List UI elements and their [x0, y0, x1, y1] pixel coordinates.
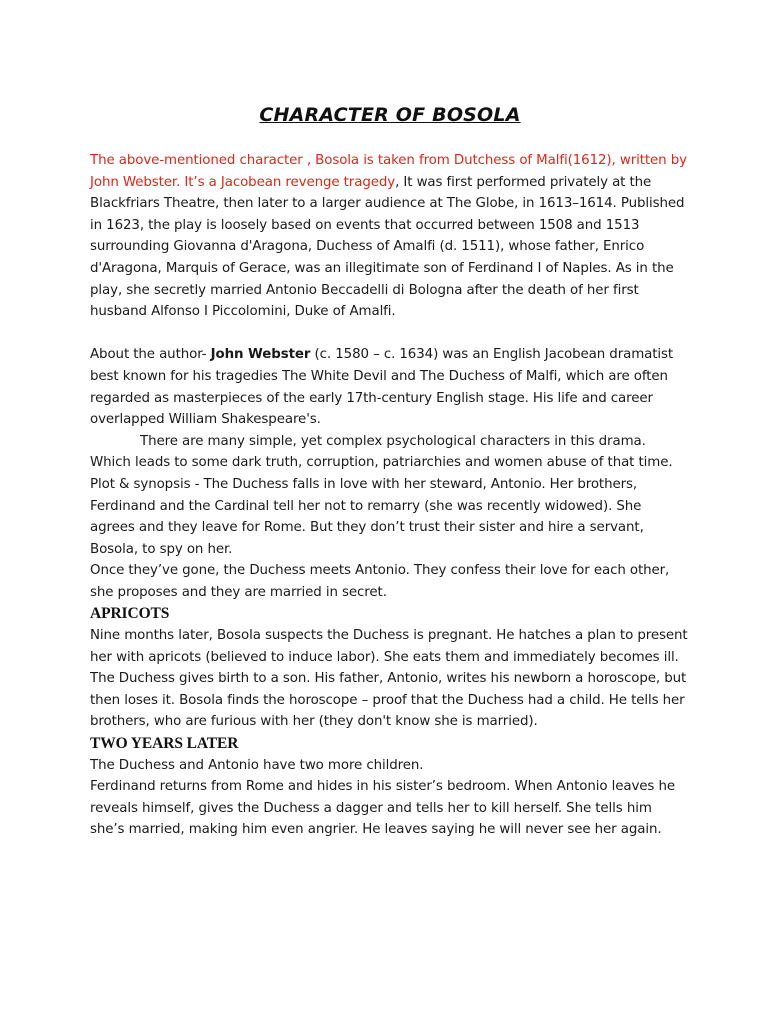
intro-text: , It was first performed privately at the Blackfriars Theatre, then later to a larger audience at The Globe, in 1613–1614. Published in 1623, the play is loosely based on events that occurred between 1508 and 1513 surrounding Giovanna d'Aragona, Duchess of Amalfi (d. 1511), whose father, Enrico d'Aragona, Marquis of Gerace, was an illegitimate son of Ferdinand I of Naples. As in the play, she secretly married Antonio Beccadelli di Bologna after the death of her first husband Alfonso I Piccolomini, Duke of Amalfi. [90, 174, 685, 320]
plot-paragraph: Plot & synopsis - The Duchess falls in love with her steward, Antonio. Her brothers, Ferdinand and the Cardinal tell her not to remarry (she was recently widowed). She agrees and they leave for Rome. But they don’t trust their sister and hire a servant, Bosola, to spy on her. [90, 476, 644, 557]
characters-paragraph: There are many simple, yet complex psychological characters in this drama. Which leads to some dark truth, corruption, patriarchies and women abuse of that time. [90, 433, 673, 471]
heading-apricots: APRICOTS [90, 605, 170, 623]
document-body [90, 150, 690, 841]
author-paragraph [90, 344, 690, 430]
heading-two-years-later: TWO YEARS LATER [90, 735, 239, 753]
document-page [90, 0, 690, 1024]
author-text: (c. 1580 – c. 1634) was an English Jacobean dramatist best known for his tragedies The White Devil and The Duchess of Malfi, which are often regarded as masterpieces of the early 17th-century English stage. His life and career overlapped William Shakespeare's. [90, 347, 674, 428]
apricots-paragraph-1: Nine months later, Bosola suspects the Duchess is pregnant. He hatches a plan to present her with apricots (believed to induce labor). She eats them and immediately becomes ill. [90, 628, 688, 665]
apricots-paragraph-2: The Duchess gives birth to a son. His father, Antonio, writes his newborn a horoscope, but then loses it. Bosola finds the horoscope – proof that the Duchess had a child. He tells her brothers, who are furious with her (they don't know she is married). [90, 671, 687, 730]
gone-paragraph: Once they’ve gone, the Duchess meets Antonio. They confess their love for each other, she proposes and they are married in secret. [90, 563, 670, 600]
page-title: CHARACTER OF BOSOLA [259, 104, 521, 126]
intro-paragraph [90, 150, 690, 323]
author-name: John Webster [210, 347, 311, 363]
paragraph-spacer [90, 323, 690, 345]
intro-highlight-text: The above-mentioned character , Bosola is taken from Dutchess of Malfi(1612), written by John Webster. It’s a Jacobean revenge tragedy [90, 153, 687, 190]
two-years-paragraph-2: Ferdinand returns from Rome and hides in his sister’s bedroom. When Antonio leaves he reveals himself, gives the Duchess a dagger and tells her to kill herself. She tells him she’s married, making him even angrier. He leaves saying he will never see her again. [90, 779, 675, 838]
two-years-paragraph-1: The Duchess and Antonio have two more children. [90, 757, 424, 773]
author-lead: About the author- [90, 347, 211, 363]
